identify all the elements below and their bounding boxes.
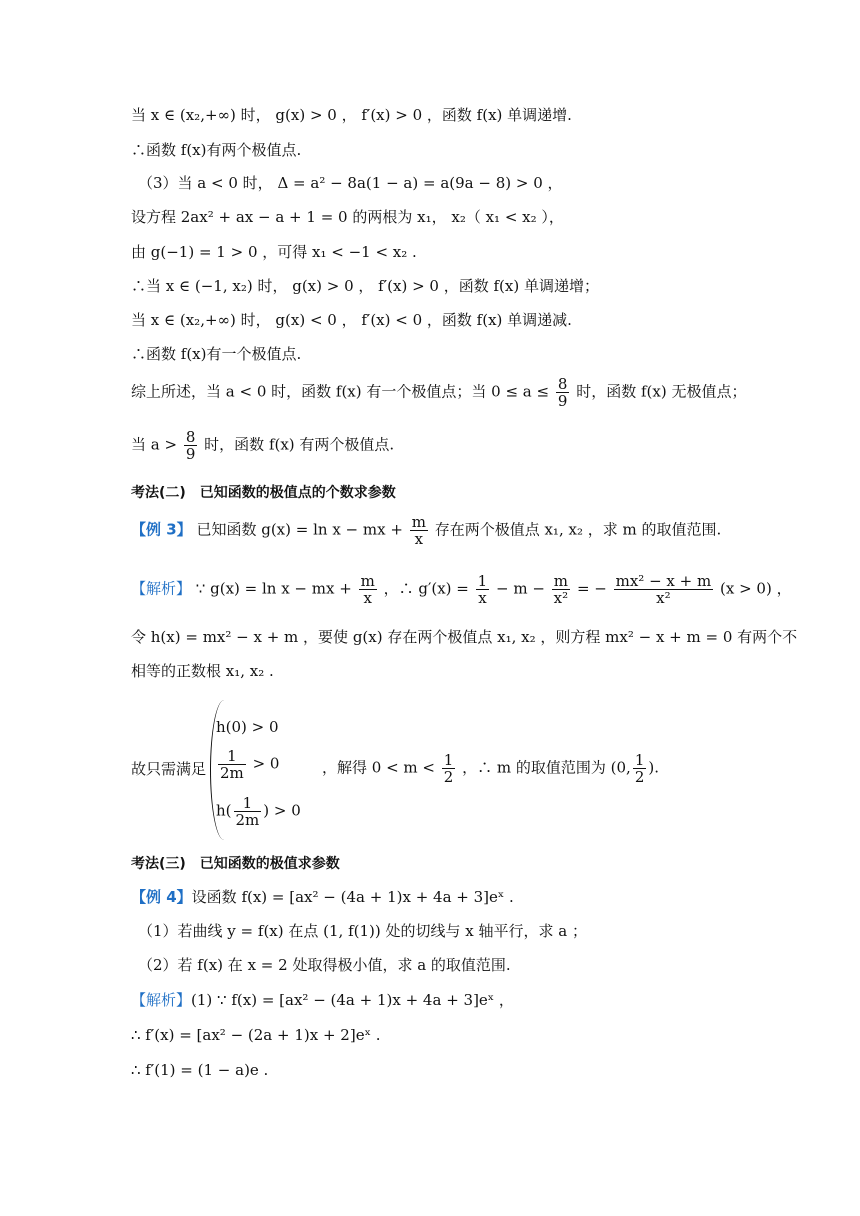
solution-tag: 【解析】 (131, 579, 192, 598)
condition-1: h(0) > 0 (216, 718, 279, 736)
text-segment: 设函数 f(x) = [ax² − (4a + 1)x + 4a + 3]eˣ . (191, 888, 514, 906)
denominator: x² (656, 589, 671, 607)
section-heading: 考法(三) 已知函数的极值求参数 (131, 856, 340, 872)
text-line: 相等的正数根 x₁, x₂ . (131, 662, 274, 680)
fraction (410, 514, 428, 547)
denominator: 2 (443, 768, 454, 786)
text-line: 设方程 2ax² + ax − a + 1 = 0 的两根为 x₁， x₂（ x₁ < x₂ ）， (131, 208, 564, 226)
example-4 (131, 886, 514, 908)
text-segment: − m − (495, 579, 545, 598)
text-line: 由 g(−1) = 1 > 0 ，可得 x₁ < −1 < x₂ . (131, 243, 417, 261)
numerator: 1 (443, 751, 454, 769)
text-line: （3）当 a < 0 时， Δ = a² − 8a(1 − a) = a(9a − 8) > 0 ， (138, 174, 563, 192)
text-line: 当 x ∈ (x₂,+∞) 时， g(x) > 0 ， f′(x) > 0 ，函数 f(x) 单调递增. (131, 106, 572, 124)
text-segment: > 0 (252, 754, 280, 773)
example-tag: 【例 3】 (131, 520, 192, 539)
text-line: ∴当 x ∈ (−1, x₂) 时， g(x) > 0 ， f′(x) > 0 ，函数 f(x) 单调递增； (131, 277, 599, 295)
fraction (476, 573, 490, 606)
text-line: ∴ f′(x) = [ax² − (2a + 1)x + 2]eˣ . (131, 1026, 381, 1044)
summary-line (131, 376, 746, 409)
fraction (184, 429, 198, 462)
text-segment: 已知函数 g(x) = ln x − mx + (196, 520, 403, 539)
denominator: 9 (557, 392, 568, 410)
text-segment: ∵ g(x) = ln x − mx + (195, 579, 352, 598)
text-segment: 存在两个极值点 x₁, x₂ ，求 m 的取值范围. (434, 520, 722, 539)
text-line: ∴函数 f(x)有一个极值点. (131, 345, 302, 363)
denominator: x (414, 530, 424, 548)
solution-tag: 【解析】 (131, 991, 192, 1009)
text-segment: ) > 0 (263, 801, 301, 820)
fraction (234, 795, 262, 828)
summary-line (131, 429, 394, 462)
text-line: ∴ f′(1) = (1 − a)e . (131, 1061, 269, 1079)
numerator: 1 (218, 748, 246, 765)
solution-line (131, 989, 514, 1011)
numerator: 8 (557, 375, 568, 393)
text-line: （1）若曲线 y = f(x) 在点 (1, f(1)) 处的切线与 x 轴平行，求 a ； (138, 922, 587, 940)
fraction (633, 752, 647, 785)
text-line: ∴函数 f(x)有两个极值点. (131, 141, 302, 159)
denominator: x (363, 589, 372, 607)
condition-2 (216, 748, 279, 781)
text-segment: 综上所述，当 a < 0 时，函数 f(x) 有一个极值点；当 0 ≤ a ≤ (131, 382, 550, 401)
text-segment: (x > 0) ， (720, 579, 792, 598)
text-line: 当 x ∈ (x₂,+∞) 时， g(x) < 0 ， f′(x) < 0 ，函数 f(x) 单调递减. (131, 311, 572, 329)
fraction (218, 748, 246, 781)
numerator: 1 (234, 795, 262, 812)
text-segment: (1) ∵ f(x) = [ax² − (4a + 1)x + 4a + 3]eˣ ， (191, 991, 514, 1009)
numerator: 1 (634, 751, 645, 769)
denominator: 2 (634, 768, 645, 786)
text-segment: 时，函数 f(x) 无极值点； (576, 382, 747, 401)
text-segment: 时，函数 f(x) 有两个极值点. (204, 435, 395, 454)
text-segment: ，解得 0 < m < (322, 758, 435, 777)
numerator: 1 (477, 572, 488, 590)
solution-line (131, 573, 792, 606)
text-segment: ，∴ g′(x) = (383, 579, 469, 598)
example-tag: 【例 4】 (131, 888, 192, 906)
text-line: （2）若 f(x) 在 x = 2 处取得极小值，求 a 的取值范围. (138, 956, 511, 974)
fraction (442, 752, 456, 785)
fraction (614, 573, 714, 606)
fraction (552, 573, 570, 606)
numerator: mx² − x + m (615, 572, 712, 590)
condition-3 (216, 795, 301, 828)
condition-result (322, 752, 659, 785)
fraction (359, 573, 377, 606)
text-line: 令 h(x) = mx² − x + m ，要使 g(x) 存在两个极值点 x₁, x₂ ，则方程 mx² − x + m = 0 有两个不 (131, 628, 798, 646)
numerator: 8 (185, 428, 196, 446)
denominator: x (478, 589, 487, 607)
example-3 (131, 514, 721, 547)
numerator: m (360, 572, 375, 590)
text-segment: h( (216, 801, 232, 820)
text-segment: = − (576, 579, 607, 598)
fraction (556, 376, 570, 409)
text-segment: ). (648, 758, 659, 777)
denominator: 9 (185, 445, 196, 463)
text-segment: 当 a > (131, 435, 178, 454)
denominator: x² (553, 589, 569, 607)
section-heading: 考法(二) 已知函数的极值点的个数求参数 (131, 485, 396, 501)
denominator: 2m (235, 811, 260, 829)
numerator: m (552, 573, 570, 590)
condition-prefix: 故只需满足 (131, 760, 207, 778)
numerator: m (411, 513, 426, 531)
text-segment: ，∴ m 的取值范围为 (462, 758, 606, 777)
denominator: 2m (220, 764, 244, 782)
text-segment: (0, (610, 758, 631, 777)
